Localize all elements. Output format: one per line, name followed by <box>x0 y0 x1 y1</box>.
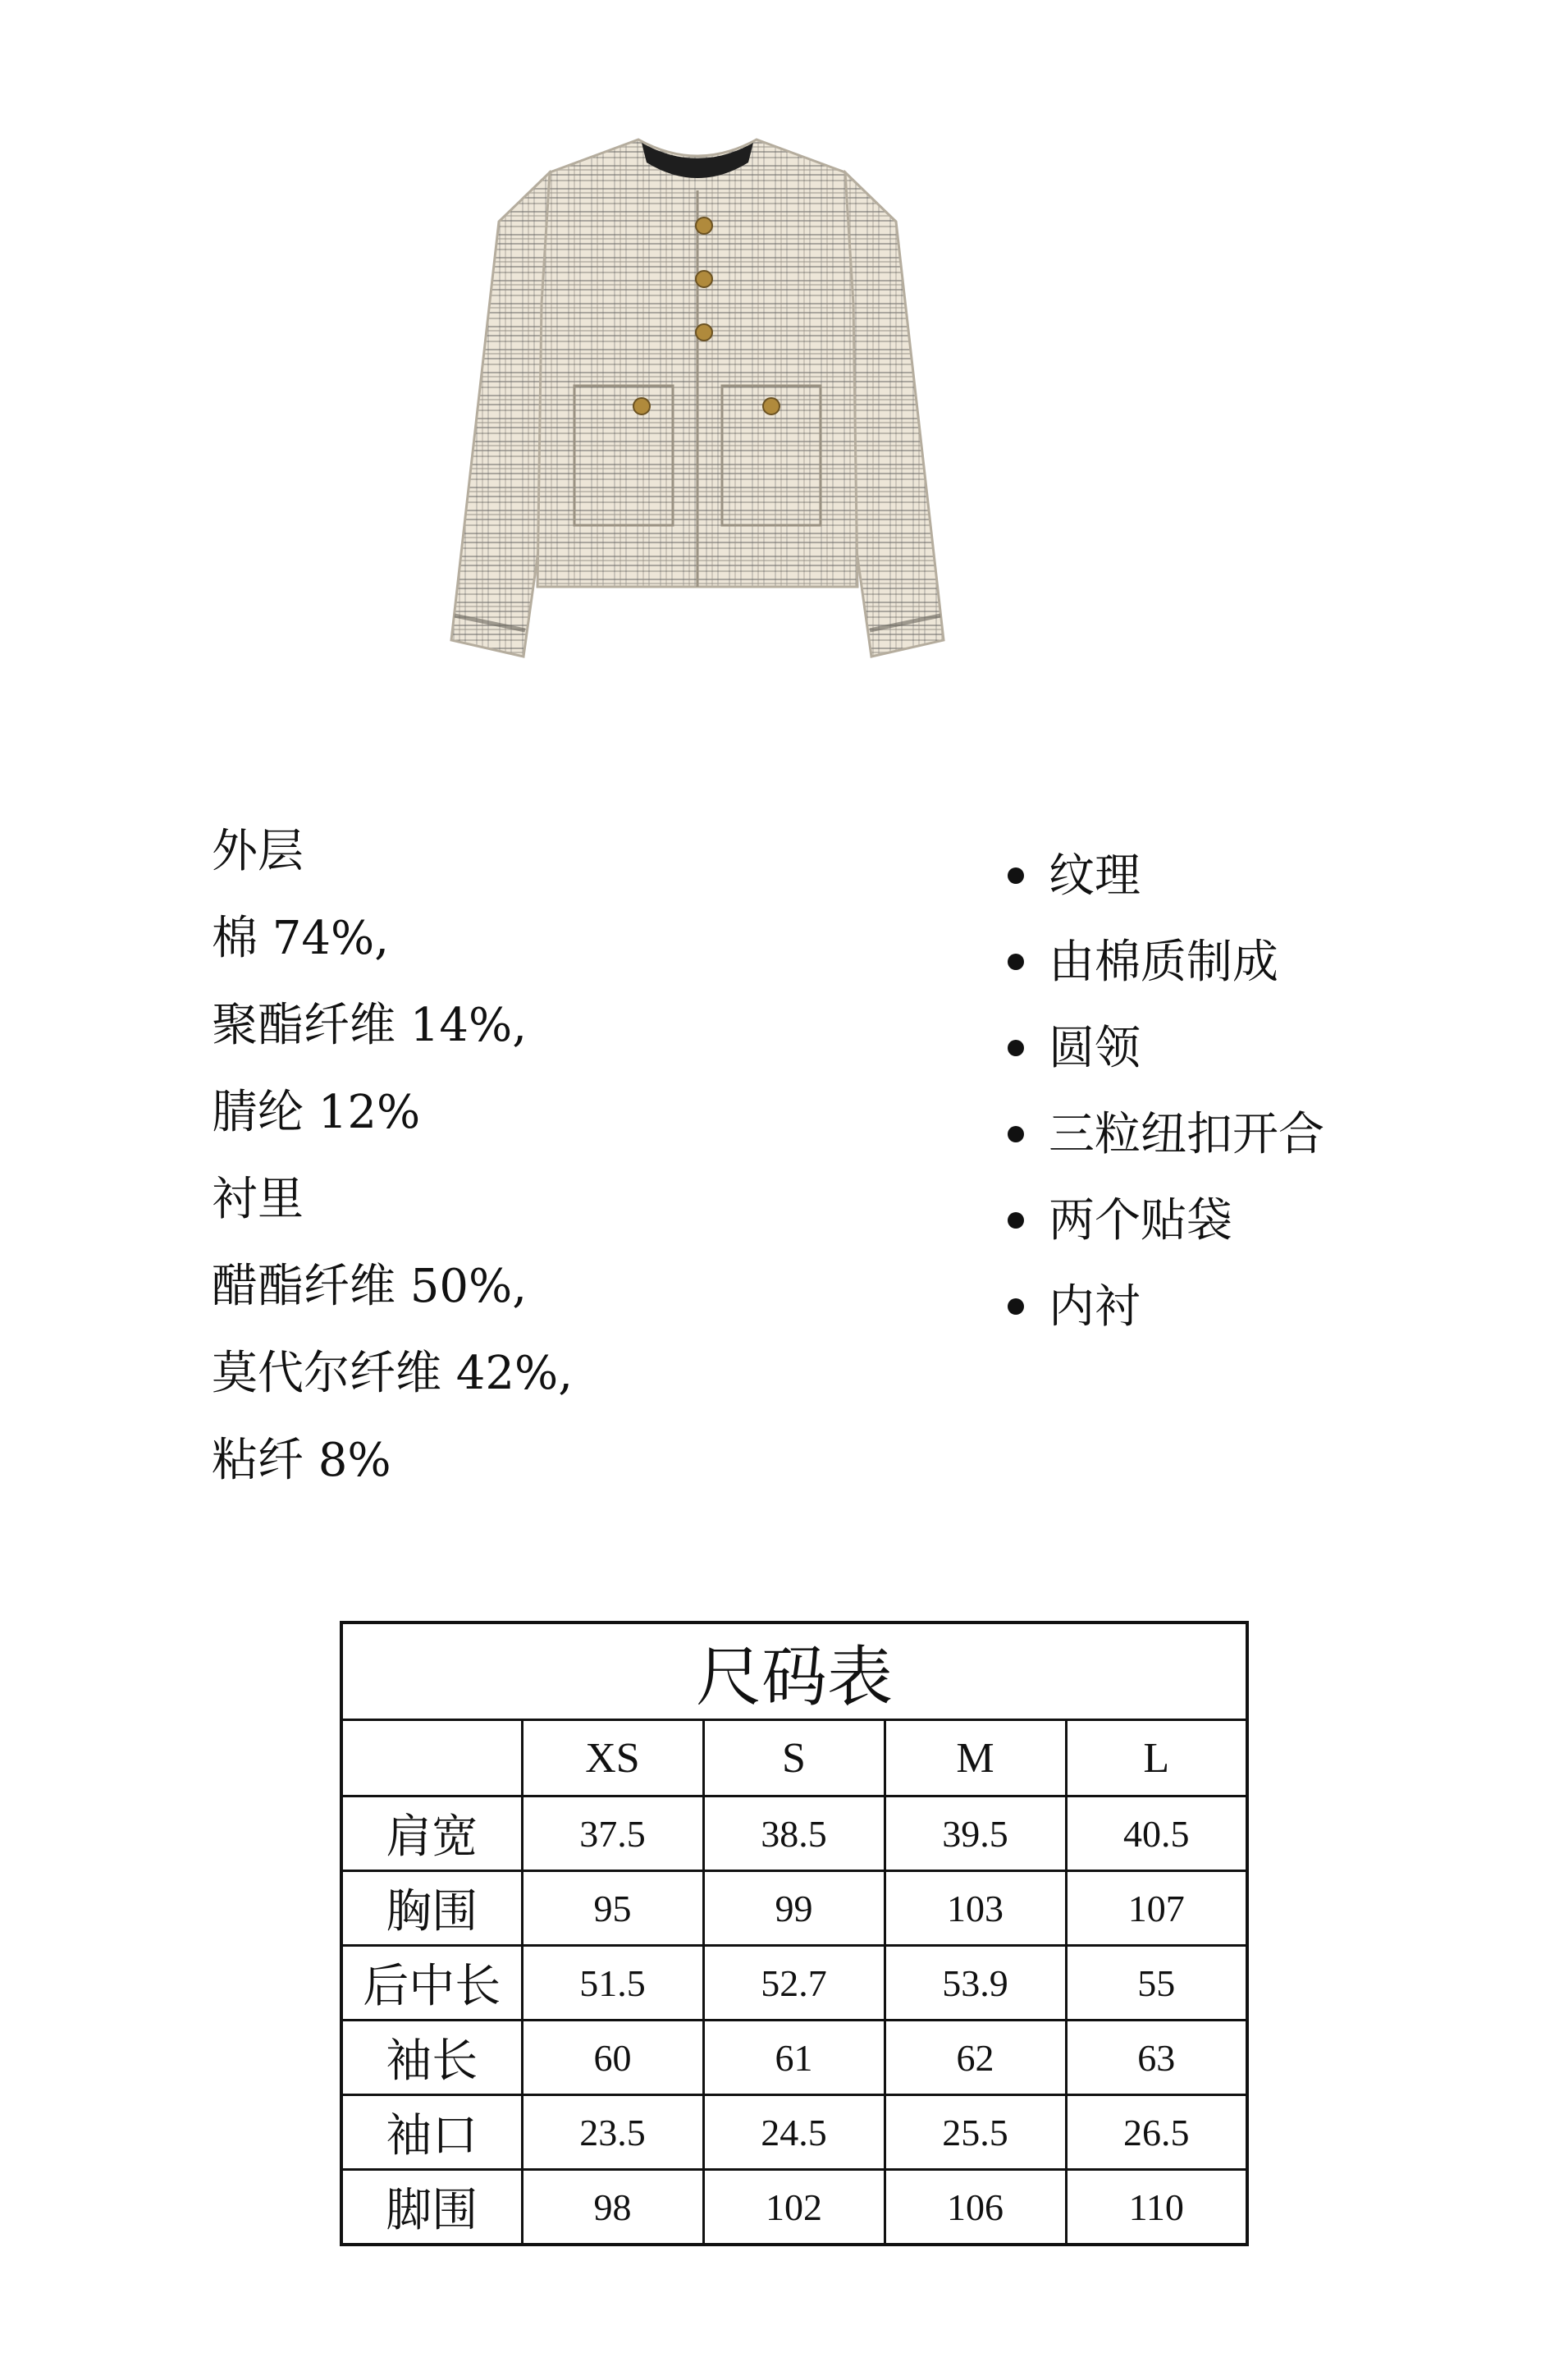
table-cell: 23.5 <box>522 2095 703 2170</box>
feature-item <box>1008 833 1500 919</box>
feature-text: 三粒纽扣开合 <box>1049 1108 1324 1161</box>
table-row <box>341 1796 1247 1871</box>
feature-item <box>1008 1005 1500 1092</box>
table-cell: 60 <box>522 2021 703 2095</box>
table-cell: 107 <box>1066 1871 1247 1946</box>
row-label: 袖口 <box>341 2095 522 2170</box>
size-header: XS <box>522 1720 703 1796</box>
row-label: 袖长 <box>341 2021 522 2095</box>
row-label: 后中长 <box>341 1946 522 2021</box>
table-cell: 37.5 <box>522 1796 703 1871</box>
bullet-icon <box>1008 867 1024 884</box>
size-header: M <box>885 1720 1066 1796</box>
header-corner-cell <box>341 1720 522 1796</box>
table-cell: 26.5 <box>1066 2095 1247 2170</box>
jacket-image <box>427 115 968 706</box>
feature-text: 纹理 <box>1049 849 1141 903</box>
table-cell: 40.5 <box>1066 1796 1247 1871</box>
feature-text: 内衬 <box>1049 1280 1141 1334</box>
table-cell: 95 <box>522 1871 703 1946</box>
feature-item <box>1008 919 1500 1005</box>
composition-line: 聚酯纤维 14%, <box>212 999 528 1052</box>
bullet-icon <box>1008 954 1024 970</box>
table-header-row <box>341 1720 1247 1796</box>
table-cell: 106 <box>885 2170 1066 2245</box>
table-cell: 99 <box>703 1871 885 1946</box>
feature-item <box>1008 1092 1500 1178</box>
table-cell: 39.5 <box>885 1796 1066 1871</box>
table-row <box>341 2095 1247 2170</box>
composition-line: 醋酯纤维 50%, <box>212 1260 528 1313</box>
feature-item <box>1008 1264 1500 1350</box>
feature-text: 两个贴袋 <box>1049 1194 1232 1247</box>
feature-list <box>1008 833 1500 1350</box>
bullet-icon <box>1008 1126 1024 1142</box>
size-chart-table <box>340 1621 1249 2246</box>
size-header: L <box>1066 1720 1247 1796</box>
table-cell: 102 <box>703 2170 885 2245</box>
feature-item <box>1008 1178 1500 1264</box>
size-header: S <box>703 1720 885 1796</box>
feature-text: 圆领 <box>1049 1022 1141 1075</box>
table-cell: 61 <box>703 2021 885 2095</box>
table-cell: 53.9 <box>885 1946 1066 2021</box>
table-cell: 55 <box>1066 1946 1247 2021</box>
table-row <box>341 2021 1247 2095</box>
composition-line: 粘纤 8% <box>212 1434 391 1487</box>
composition-block <box>212 808 786 1504</box>
size-chart-title: 尺码表 <box>341 1623 1247 1720</box>
table-title-row <box>341 1623 1247 1720</box>
table-row <box>341 1946 1247 2021</box>
row-label: 胸围 <box>341 1871 522 1946</box>
table-cell: 52.7 <box>703 1946 885 2021</box>
composition-line: 棉 74%, <box>212 912 390 965</box>
row-label: 脚围 <box>341 2170 522 2245</box>
feature-text: 由棉质制成 <box>1049 936 1278 989</box>
table-cell: 62 <box>885 2021 1066 2095</box>
table-cell: 38.5 <box>703 1796 885 1871</box>
composition-line: 莫代尔纤维 42%, <box>212 1347 574 1400</box>
table-cell: 98 <box>522 2170 703 2245</box>
table-cell: 24.5 <box>703 2095 885 2170</box>
composition-line: 外层 <box>212 825 304 878</box>
table-cell: 110 <box>1066 2170 1247 2245</box>
table-cell: 25.5 <box>885 2095 1066 2170</box>
table-row <box>341 1871 1247 1946</box>
table-cell: 51.5 <box>522 1946 703 2021</box>
table-cell: 63 <box>1066 2021 1247 2095</box>
bullet-icon <box>1008 1298 1024 1315</box>
composition-line: 衬里 <box>212 1173 304 1226</box>
composition-line: 腈纶 12% <box>212 1086 421 1139</box>
table-cell: 103 <box>885 1871 1066 1946</box>
row-label: 肩宽 <box>341 1796 522 1871</box>
bullet-icon <box>1008 1212 1024 1229</box>
bullet-icon <box>1008 1040 1024 1056</box>
table-row <box>341 2170 1247 2245</box>
